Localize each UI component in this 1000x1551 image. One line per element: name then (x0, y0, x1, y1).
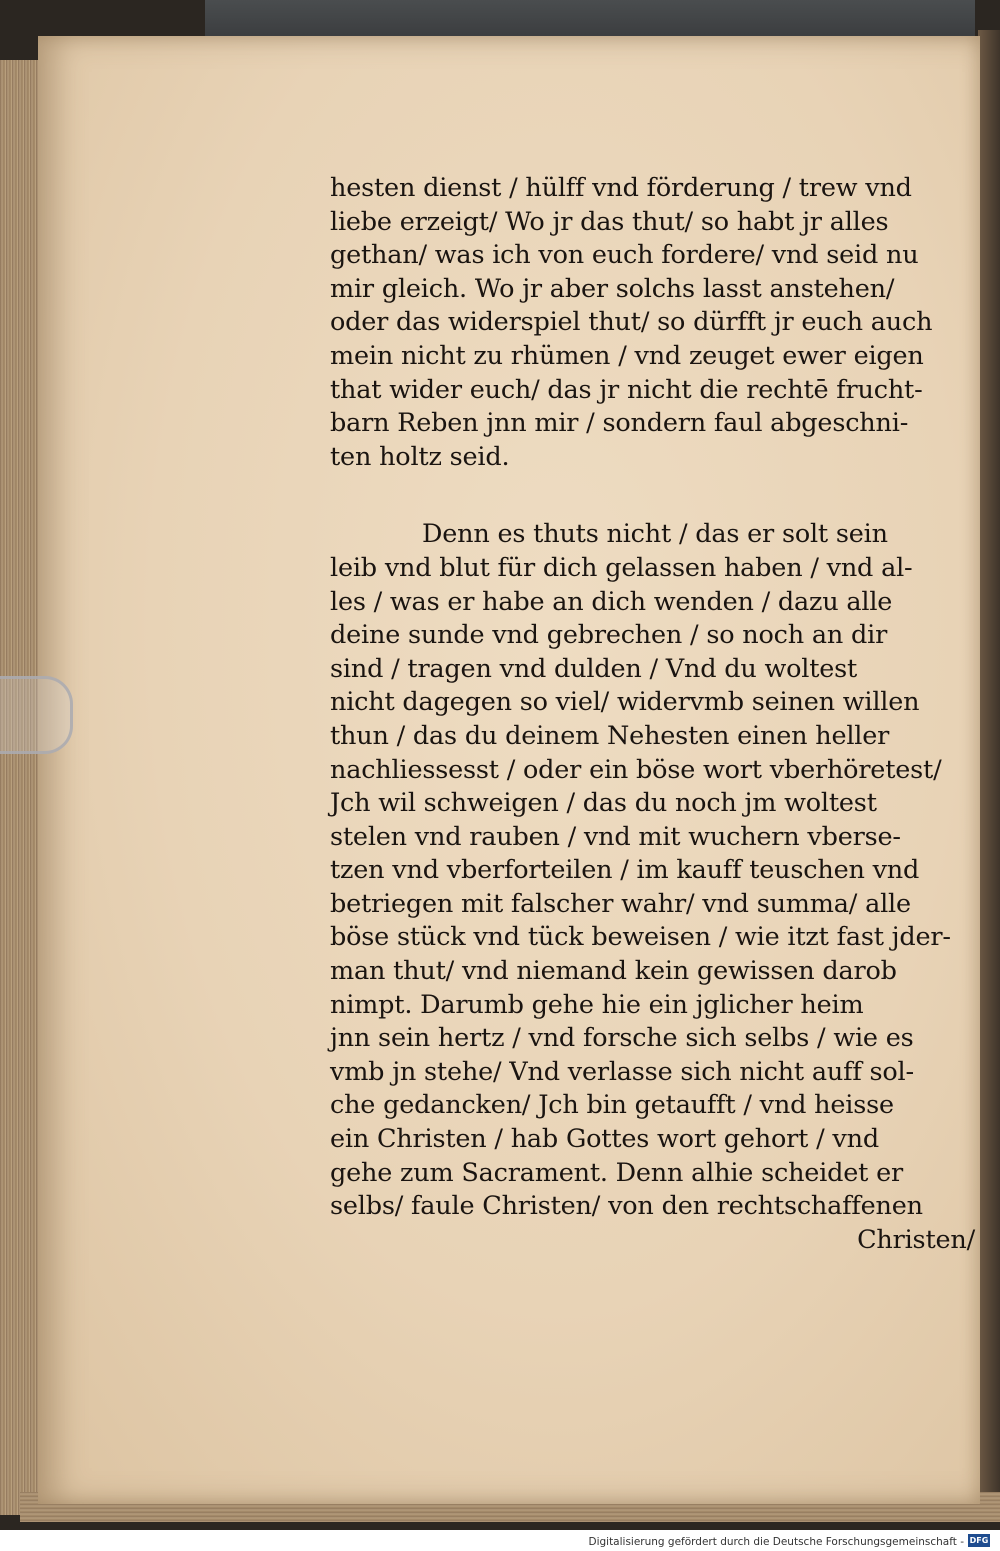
page-text (330, 172, 975, 1257)
book-right-edge (978, 30, 1000, 1510)
text-line: böse stück vnd tück beweisen / wie itzt fast jder- (330, 922, 951, 953)
text-line: leib vnd blut für dich gelassen haben / vnd al- (330, 552, 913, 583)
digitization-credit: Digitalisierung gefördert durch die Deutsche Forschungsgemeinschaft - (588, 1536, 964, 1548)
text-line: selbs/ faule Christen/ von den rechtschaffenen (330, 1191, 923, 1222)
text-line: stelen vnd rauben / vnd mit wuchern vberse- (330, 821, 901, 852)
text-line: barn Reben jnn mir / sondern faul abgeschni- (330, 408, 909, 439)
text-line: mir gleich. Wo jr aber solchs lasst anstehen/ (330, 273, 895, 304)
text-line: tzen vnd vberforteilen / im kauff teuschen vnd (330, 855, 920, 886)
paragraph-gap (330, 474, 975, 518)
text-line: nachliessesst / oder ein böse wort vberhöretest/ (330, 754, 942, 785)
page-clip (0, 676, 73, 754)
text-line: ten holtz seid. (330, 441, 510, 472)
text-line: thun / das du deinem Nehesten einen heller (330, 720, 890, 751)
text-line: man thut/ vnd niemand kein gewissen darob (330, 956, 897, 987)
text-line: ein Christen / hab Gottes wort gehort / vnd (330, 1124, 879, 1155)
text-line: jnn sein hertz / vnd forsche sich selbs / wie es (330, 1023, 914, 1054)
text-line: deine sunde vnd gebrechen / so noch an dir (330, 620, 888, 651)
text-line: oder das widerspiel thut/ so dürfft jr euch auch (330, 307, 933, 338)
catchword: Christen/ (857, 1224, 975, 1255)
dfg-logo: DFG (969, 1536, 989, 1545)
text-line: liebe erzeigt/ Wo jr das thut/ so habt jr alles (330, 206, 889, 237)
text-line: gehe zum Sacrament. Denn alhie scheidet er (330, 1157, 903, 1188)
text-line: gethan/ was ich von euch fordere/ vnd seid nu (330, 240, 919, 271)
paragraph-1 (330, 172, 975, 474)
text-line: that wider euch/ das jr nicht die rechtē frucht- (330, 374, 923, 405)
paragraph-2 (330, 518, 975, 1223)
text-line: betriegen mit falscher wahr/ vnd summa/ alle (330, 888, 911, 919)
text-line: nicht dagegen so viel/ widervmb seinen willen (330, 687, 920, 718)
text-line: vmb jn stehe/ Vnd verlasse sich nicht auff sol- (330, 1056, 914, 1087)
text-line: Denn es thuts nicht / das er solt sein (422, 519, 888, 550)
text-line: hesten dienst / hülff vnd förderung / trew vnd (330, 173, 912, 203)
text-line: mein nicht zu rhümen / vnd zeuget ewer eigen (330, 340, 924, 371)
text-line: nimpt. Darumb gehe hie ein jglicher heim (330, 989, 864, 1020)
text-line: Jch wil schweigen / das du noch jm woltest (330, 788, 877, 819)
text-line: sind / tragen vnd dulden / Vnd du woltest (330, 653, 858, 684)
text-line: les / was er habe an dich wenden / dazu alle (330, 586, 893, 617)
text-line: che gedancken/ Jch bin getaufft / vnd heisse (330, 1090, 894, 1121)
